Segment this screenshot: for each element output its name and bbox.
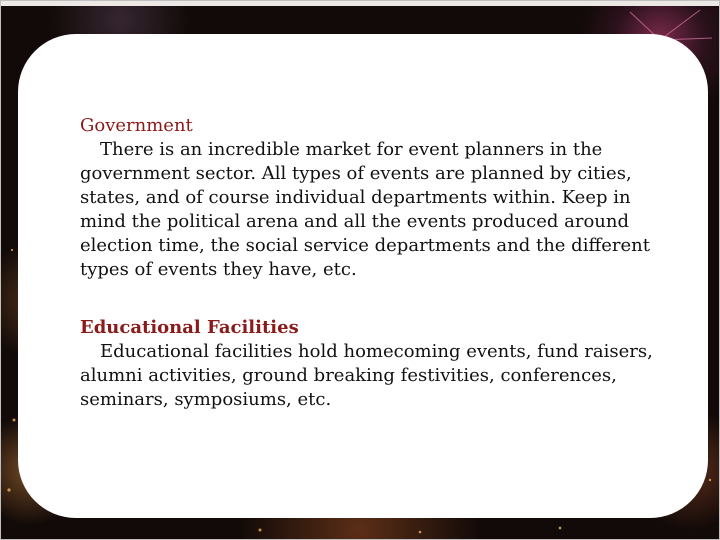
section-body: Educational facilities hold homecoming events, fund raisers, alumni activities, ground breaking festivities, conferences, seminars, symposiums, etc. bbox=[80, 341, 653, 410]
section-heading: Government bbox=[80, 115, 193, 136]
section-body: There is an incredible market for event planners in the government sector. All types of events are planned by cities, states, and of course individual departments within. Keep in mind the political arena and all the events produced around election time, the social service departments and the different types of events they have, etc. bbox=[80, 139, 650, 280]
section-heading: Educational Facilities bbox=[80, 317, 299, 338]
